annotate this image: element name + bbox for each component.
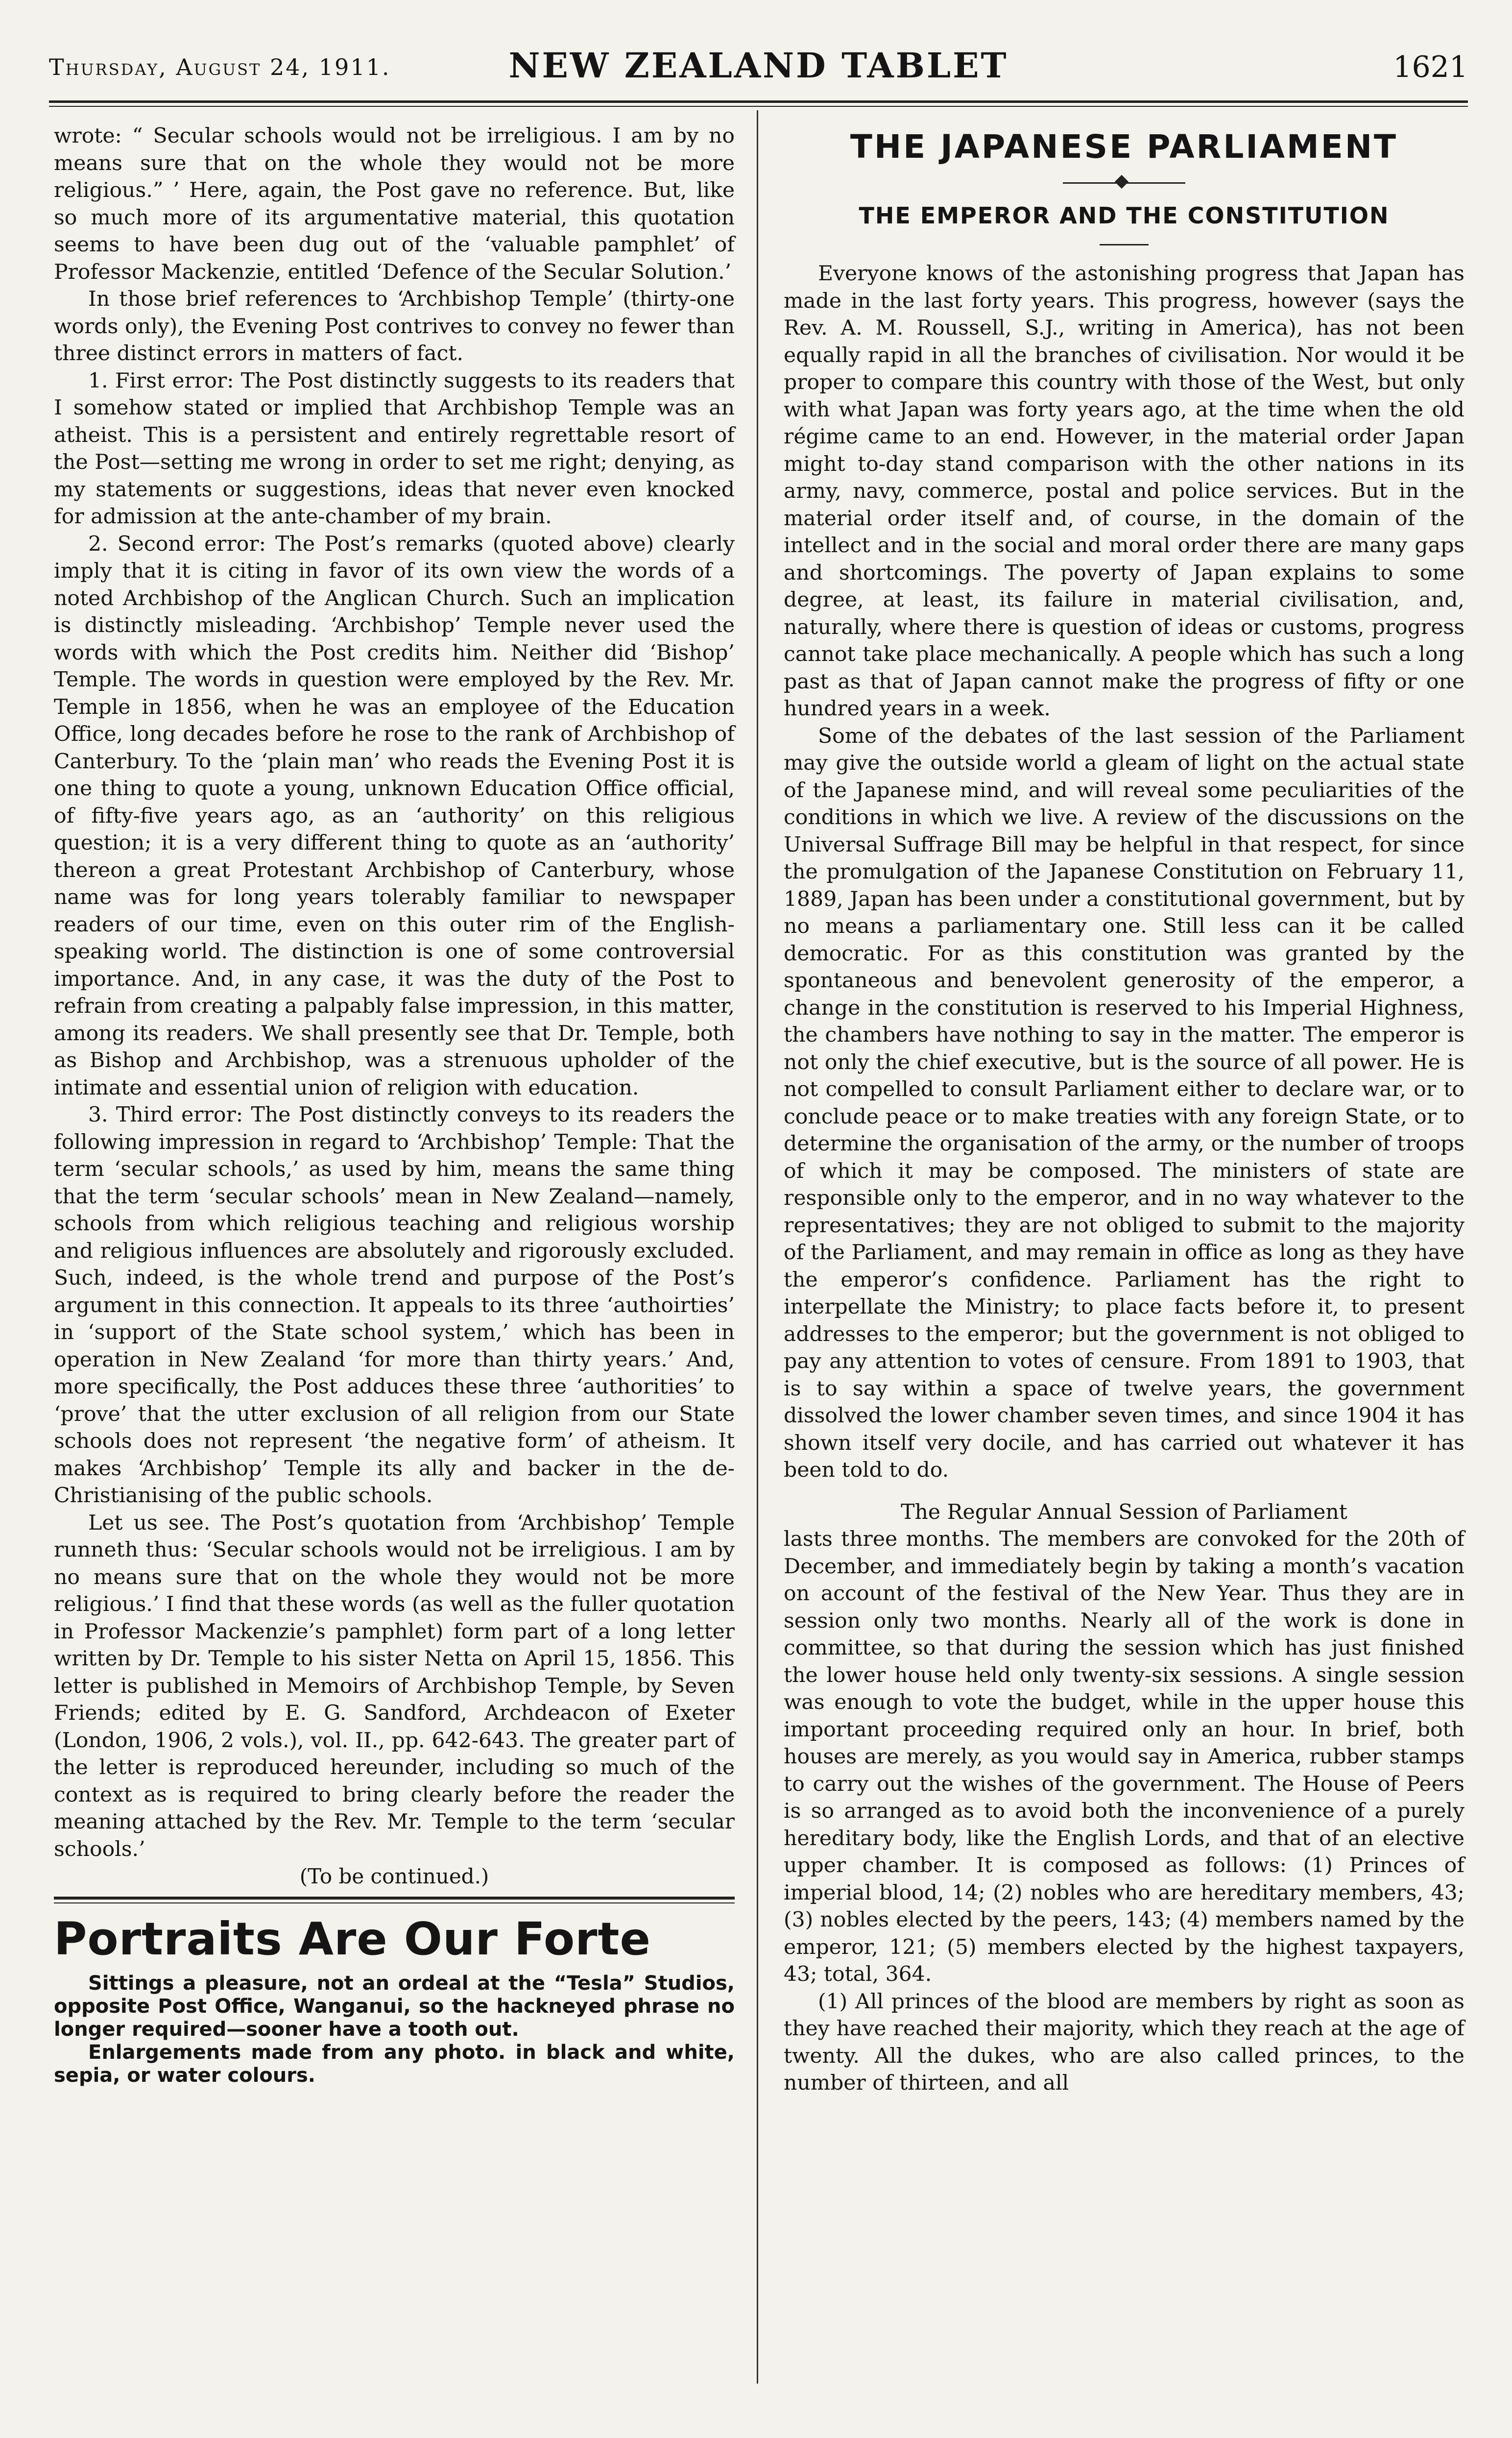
article-paragraph: 3. Third error: The Post distinctly conveys to its readers the following impression in regard to ‘Archbishop’ Temple: That the term ‘secular schools,’ as used by him, means the same thing that the term ‘secular schools’ mean in New Zealand—namely, schools from which religious teaching and religious worship and religious influences are absolutely and rigorously excluded. Such, indeed, is the whole trend and purpose of the Post’s argument in this connection. It appeals to its three ‘authoirties’ in ‘support of the State school system,’ which has been in operation in New Zealand ‘for more than thirty years.’ And, more specifically, the Post adduces these three ‘authorities’ to ‘prove’ that the utter exclusion of all religion from our State schools does not represent ‘the negative form’ of atheism. It makes ‘Archbishop’ Temple its ally and backer in the de-Christianising of the public schools. <box>54 1103 735 1508</box>
article-paragraph: 1. First error: The Post distinctly suggests to its readers that I somehow stated or implied that Archbishop Temple was an atheist. This is a persistent and entirely regrettable resort of the Post—setting me wrong in order to set me right; denying, as my statements or suggestions, ideas that never even knocked for admission at the ante-chamber of my brain. <box>54 368 735 529</box>
article-paragraph: 2. Second error: The Post’s remarks (quoted above) clearly imply that it is citing in favor of its own view the words of a noted Archbishop of the Anglican Church. Such an implication is distinctly misleading. ‘Archbishop’ Temple never used the words with which the Post credits him. Neither did ‘Bishop’ Temple. The words in question were employed by the Rev. Mr. Temple in 1856, when he was an employee of the Education Office, long decades before he rose to the rank of Archbishop of Canterbury. To the ‘plain man’ who reads the Evening Post it is one thing to quote a young, unknown Education Office official, of fifty-five years ago, as an ‘authority’ on this religious question; it is a very different thing to quote as an ‘authority’ thereon a great Protestant Archbishop of Canterbury, whose name was for long years tolerably familiar to newspaper readers of our time, even on this outer rim of the English-speaking world. The distinction is one of some controversial importance. And, in any case, it was the duty of the Post to refrain from creating a palpably false impression, in this matter, among its readers. We shall presently see that Dr. Temple, both as Bishop and Archbishop, was a strenuous upholder of the intimate and essential union of religion with education. <box>54 532 735 1100</box>
advertisement <box>54 1912 735 2087</box>
short-rule <box>1100 244 1149 245</box>
continued-note: (To be continued.) <box>299 1864 489 1888</box>
page-header <box>49 45 1468 99</box>
article-paragraph: wrote: “ Secular schools would not be irreligious. I am by no means sure that on the whole they would not be more religious.” ’ Here, again, the Post gave no reference. But, like so much more of its argumentative material, this quotation seems to have been dug out of the ‘valuable pamphlet’ of Professor Mackenzie, entitled ‘Defence of the Secular Solution.’ <box>54 124 735 284</box>
right-column <box>784 122 1464 2097</box>
article-paragraph: In those brief references to ‘Archbishop Temple’ (thirty-one words only), the Evening Post contrives to convey no fewer than three distinct errors in matters of fact. <box>54 287 735 366</box>
header-rule <box>49 100 1468 107</box>
article-paragraph: lasts three months. The members are convoked for the 20th of December, and immediately begin by taking a month’s vacation on account of the festival of the New Year. Thus they are in session only two months. Nearly all of the work is done in committee, so that during the session which has just finished the lower house held only twenty-six sessions. A single session was enough to vote the budget, while in the upper house this important proceeding required only an hour. In brief, both houses are merely, as you would say in America, rubber stamps to carry out the wishes of the government. The House of Peers is so arranged as to avoid both the inconvenience of a purely hereditary body, like the English Lords, and that of an elective upper chamber. It is composed as follows: (1) Princes of imperial blood, 14; (2) nobles who are hereditary members, 43; (3) nobles elected by the peers, 143; (4) members named by the emperor, 121; (5) members elected by the highest taxpayers, 43; total, 364. <box>784 1527 1464 1986</box>
article-paragraph: (1) All princes of the blood are members by right as soon as they have reached their majority, which they reach at the age of twenty. All the dukes, who are also called princes, to the number of thirteen, and all <box>784 1989 1464 2095</box>
diamond-icon <box>1115 175 1128 189</box>
advertisement-text: Sittings a pleasure, not an ordeal at the “Tesla” Studios, opposite Post Office, Wanganui, so the hackneyed phrase no longer required—sooner have a tooth out. <box>54 1972 735 2041</box>
masthead-title: NEW ZEALAND TABLET <box>508 45 1008 86</box>
article-paragraph: Some of the debates of the last session of the Parliament may give the outside world a gleam of light on the actual state of the Japanese mind, and will reveal some peculiarities of the conditions in which we live. A review of the discussions on the Universal Suffrage Bill may be helpful in that respect, for since the promulgation of the Japanese Constitution on February 11, 1889, Japan has been under a constitutional government, but by no means a parliamentary one. Still less can it be called democratic. For as this constitution was granted by the spontaneous and benevolent generosity of the emperor, a change in the constitution is reserved to his Imperial Highness, the chambers have nothing to say in the matter. The emperor is not only the chief executive, but is the source of all power. He is not compelled to consult Parliament either to declare war, or to conclude peace or to make treaties with any foreign State, or to determine the organisation of the army, or the number of troops of which it may be composed. The ministers of state are responsible only to the emperor, and in no way whatever to the representatives; they are not obliged to submit to the majority of the Parliament, and may remain in office as long as they have the emperor’s confidence. Parliament has the right to interpellate the Ministry; to place facts before it, to present addresses to the emperor; but the government is not obliged to pay any attention to votes of censure. From 1891 to 1903, that is to say within a space of twelve years, the government dissolved the lower chamber seven times, and since 1904 it has shown itself very docile, and has carried out whatever it has been told to do. <box>784 724 1464 1482</box>
page-number: 1621 <box>1393 50 1468 84</box>
article-title: THE JAPANESE PARLIAMENT <box>850 128 1398 166</box>
article-paragraph: Let us see. The Post’s quotation from ‘Archbishop’ Temple runneth thus: ‘Secular schools would not be irreligious. I am by no means sure that on the whole they would not be more religious.’ I find that these words (as well as the fuller quotation in Professor Mackenzie’s pamphlet) form part of a long letter written by Dr. Temple to his sister Netta on April 15, 1856. This letter is published in Memoirs of Archbishop Temple, by Seven Friends; edited by E. G. Sandford, Archdeacon of Exeter (London, 1906, 2 vols.), vol. II., pp. 642-643. The greater part of the letter is reproduced hereunder, including so much of the context as is required to bring clearly before the reader the meaning attached by the Rev. Mr. Temple to the term ‘secular schools.’ <box>54 1511 735 1861</box>
section-rule <box>54 1897 735 1903</box>
issue-date: Thursday, August 24, 1911. <box>49 54 391 80</box>
column-divider <box>757 110 758 2384</box>
title-ornament <box>784 175 1464 190</box>
article-subtitle: THE EMPEROR AND THE CONSTITUTION <box>859 202 1390 229</box>
advertisement-text: Enlargements made from any photo. in black and white, sepia, or water colours. <box>54 2041 735 2087</box>
advertisement-heading: Portraits Are Our Forte <box>54 1913 651 1965</box>
article-paragraph: Everyone knows of the astonishing progress that Japan has made in the last forty years. This progress, however (says the Rev. A. M. Roussell, S.J., writing in America), has not been equally rapid in all the branches of civilisation. Nor would it be proper to compare this country with those of the West, but only with what Japan was forty years ago, at the time when the old régime came to an end. However, in the material order Japan might to-day stand comparison with the other nations in its army, navy, commerce, postal and police services. But in the material order itself and, of course, in the domain of the intellect and in the social and moral order there are many gaps and shortcomings. The poverty of Japan explains to some degree, at least, its failure in material civilisation, and, naturally, where there is question of ideas or customs, progress cannot take place mechanically. A people which has such a long past as that of Japan cannot make the progress of fifty or one hundred years in a week. <box>784 262 1464 721</box>
section-heading: The Regular Annual Session of Parliament <box>901 1500 1347 1524</box>
left-column <box>54 122 735 2087</box>
